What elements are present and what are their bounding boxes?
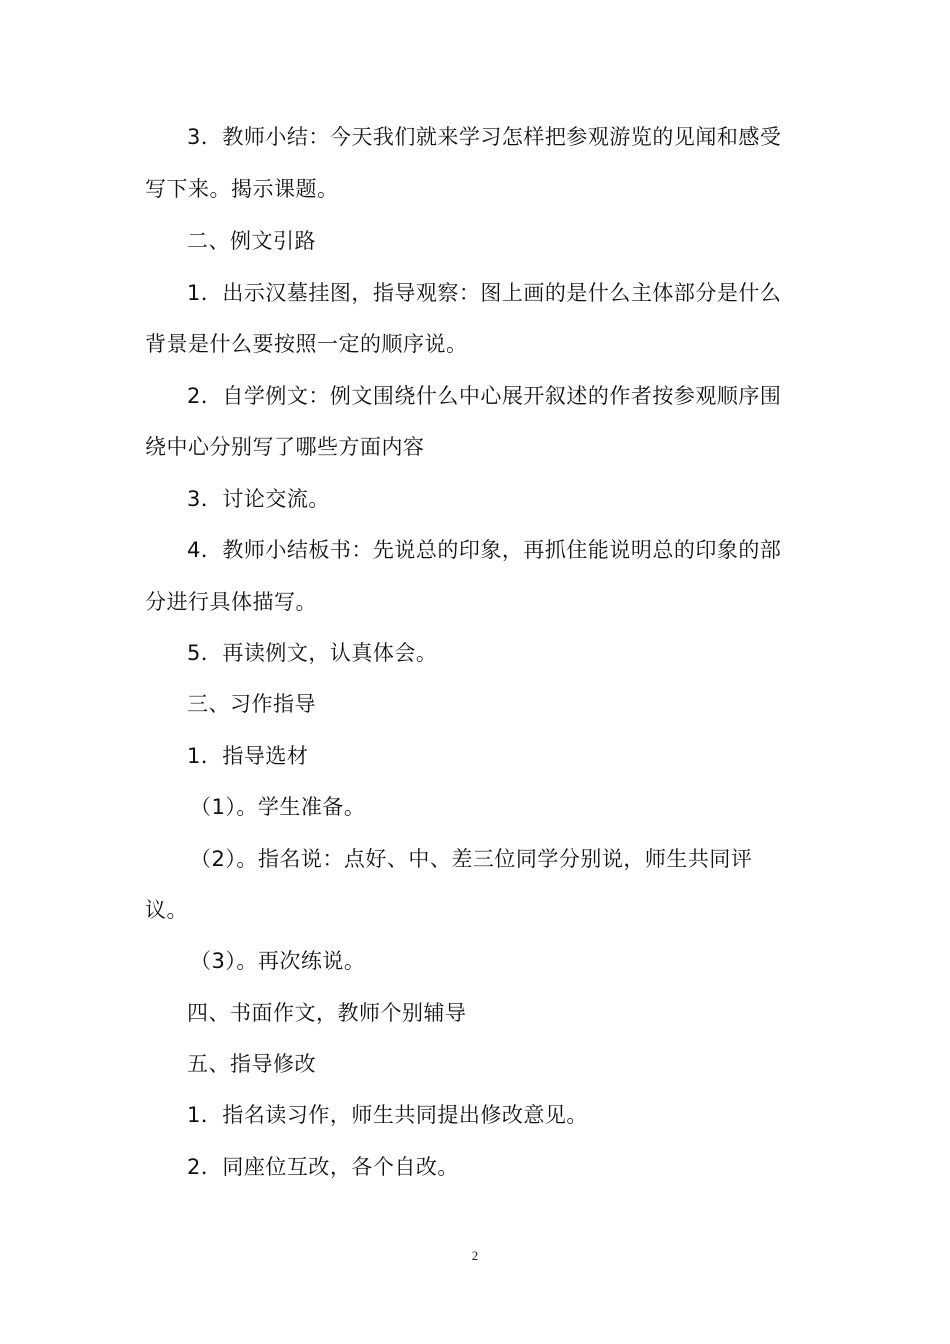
paragraph-line: 2．同座位互改，各个自改。: [187, 1155, 459, 1179]
paragraph-line: 2．自学例文：例文围绕什么中心展开叙述的作者按参观顺序围: [187, 384, 782, 408]
paragraph-line: 1．出示汉墓挂图，指导观察：图上画的是什么主体部分是什么: [187, 281, 782, 305]
paragraph-line: 3．讨论交流。: [187, 487, 330, 511]
paragraph-line: 5．再读例文，认真体会。: [187, 641, 438, 665]
paragraph-line: 写下来。揭示课题。: [145, 177, 339, 201]
section-heading: 五、指导修改: [187, 1052, 316, 1076]
section-heading: 四、书面作文，教师个别辅导: [187, 1001, 467, 1025]
paragraph-line: 分进行具体描写。: [145, 590, 317, 614]
paragraph-line: （2）。指名说：点好、中、差三位同学分别说，师生共同评: [190, 847, 753, 871]
paragraph-line: （1）。学生准备。: [190, 795, 366, 819]
paragraph-line: 4．教师小结板书：先说总的印象，再抓住能说明总的印象的部: [187, 538, 782, 562]
section-heading: 三、习作指导: [187, 692, 316, 716]
paragraph-line: 绕中心分别写了哪些方面内容: [145, 435, 425, 459]
page-number: 2: [471, 1248, 479, 1263]
paragraph-line: 3．教师小结：今天我们就来学习怎样把参观游览的见闻和感受: [187, 125, 782, 149]
paragraph-line: （3）。再次练说。: [190, 949, 366, 973]
paragraph-line: 议。: [145, 898, 188, 922]
section-heading: 二、例文引路: [187, 229, 316, 253]
paragraph-line: 背景是什么要按照一定的顺序说。: [145, 332, 468, 356]
paragraph-line: 1．指名读习作，师生共同提出修改意见。: [187, 1103, 588, 1127]
paragraph-line: 1．指导选材: [187, 744, 309, 768]
